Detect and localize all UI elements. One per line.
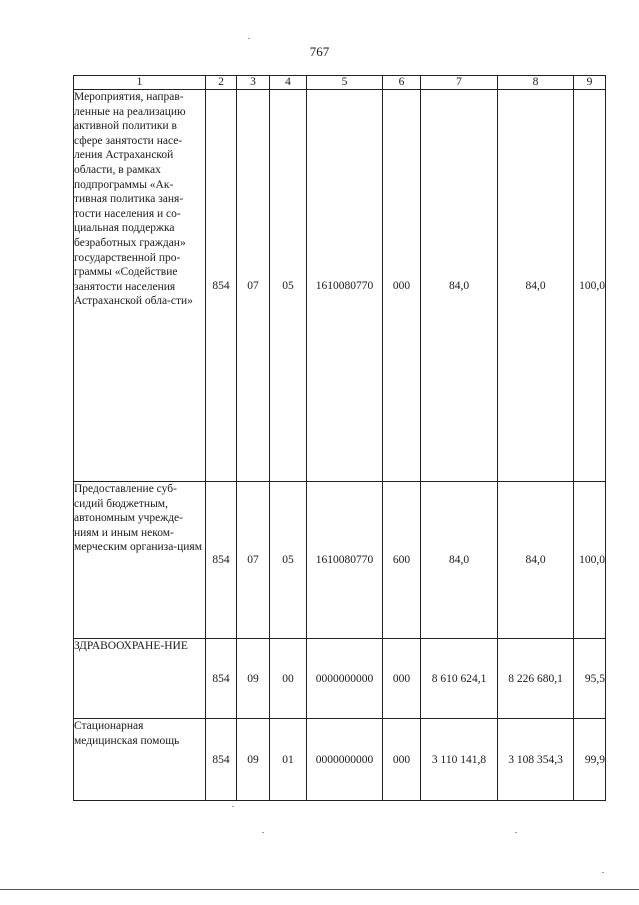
cell-section: 09 xyxy=(237,639,270,719)
cell-target-article: 1610080770 xyxy=(307,90,383,482)
scan-speck xyxy=(232,806,234,807)
row-name: Стационарная медицинская помощь xyxy=(74,719,206,801)
table-row xyxy=(74,719,606,801)
cell-ministry: 854 xyxy=(206,719,237,801)
cell-percent: 100,0 xyxy=(574,482,606,639)
page-number: 767 xyxy=(309,44,330,59)
scan-speck xyxy=(602,872,604,873)
cell-target-article: 1610080770 xyxy=(307,482,383,639)
cell-expense-type: 000 xyxy=(383,639,421,719)
cell-expense-type: 600 xyxy=(383,482,421,639)
cell-planned: 84,0 xyxy=(421,90,498,482)
cell-expense-type: 000 xyxy=(383,719,421,801)
scan-speck xyxy=(515,832,517,833)
cell-subsection: 01 xyxy=(270,719,307,801)
row-name: Предоставление суб-сидий бюджетным, автономным учрежде-ниям и иным неком-мерческим организа-циям xyxy=(74,482,206,639)
cell-planned: 3 110 141,8 xyxy=(421,719,498,801)
cell-planned: 8 610 624,1 xyxy=(421,639,498,719)
cell-subsection: 05 xyxy=(270,482,307,639)
cell-subsection: 05 xyxy=(270,90,307,482)
col-header-1: 1 xyxy=(74,76,206,90)
scan-edge-line xyxy=(0,889,639,890)
cell-target-article: 0000000000 xyxy=(307,639,383,719)
col-header-4: 4 xyxy=(270,76,307,90)
table-row xyxy=(74,639,606,719)
cell-planned: 84,0 xyxy=(421,482,498,639)
col-header-2: 2 xyxy=(206,76,237,90)
cell-ministry: 854 xyxy=(206,90,237,482)
cell-executed: 84,0 xyxy=(498,90,574,482)
cell-ministry: 854 xyxy=(206,482,237,639)
cell-percent: 99,9 xyxy=(574,719,606,801)
row-name: ЗДРАВООХРАНЕ-НИЕ xyxy=(74,639,206,719)
cell-executed: 84,0 xyxy=(498,482,574,639)
table-row xyxy=(74,482,606,639)
cell-section: 09 xyxy=(237,719,270,801)
table-row xyxy=(74,90,606,482)
col-header-3: 3 xyxy=(237,76,270,90)
row-name: Мероприятия, направ-ленные на реализацию активной политики в сфере занятости насе-ления Астраханской области, в рамках подпрограммы «Ак-тивная политика заня-тости населения и со-циальная поддержка безработных граждан» государственной про-граммы «Содействие занятости населения Астраханской обла-сти» xyxy=(74,90,206,482)
cell-subsection: 00 xyxy=(270,639,307,719)
cell-executed: 8 226 680,1 xyxy=(498,639,574,719)
cell-percent: 100,0 xyxy=(574,90,606,482)
cell-ministry: 854 xyxy=(206,639,237,719)
scan-speck xyxy=(248,38,250,39)
cell-expense-type: 000 xyxy=(383,90,421,482)
col-header-5: 5 xyxy=(307,76,383,90)
col-header-9: 9 xyxy=(574,76,606,90)
cell-percent: 95,5 xyxy=(574,639,606,719)
cell-target-article: 0000000000 xyxy=(307,719,383,801)
cell-section: 07 xyxy=(237,482,270,639)
scan-speck xyxy=(262,832,264,833)
budget-table xyxy=(73,75,606,801)
col-header-8: 8 xyxy=(498,76,574,90)
table-header-row xyxy=(74,76,606,90)
col-header-7: 7 xyxy=(421,76,498,90)
cell-executed: 3 108 354,3 xyxy=(498,719,574,801)
col-header-6: 6 xyxy=(383,76,421,90)
cell-section: 07 xyxy=(237,90,270,482)
